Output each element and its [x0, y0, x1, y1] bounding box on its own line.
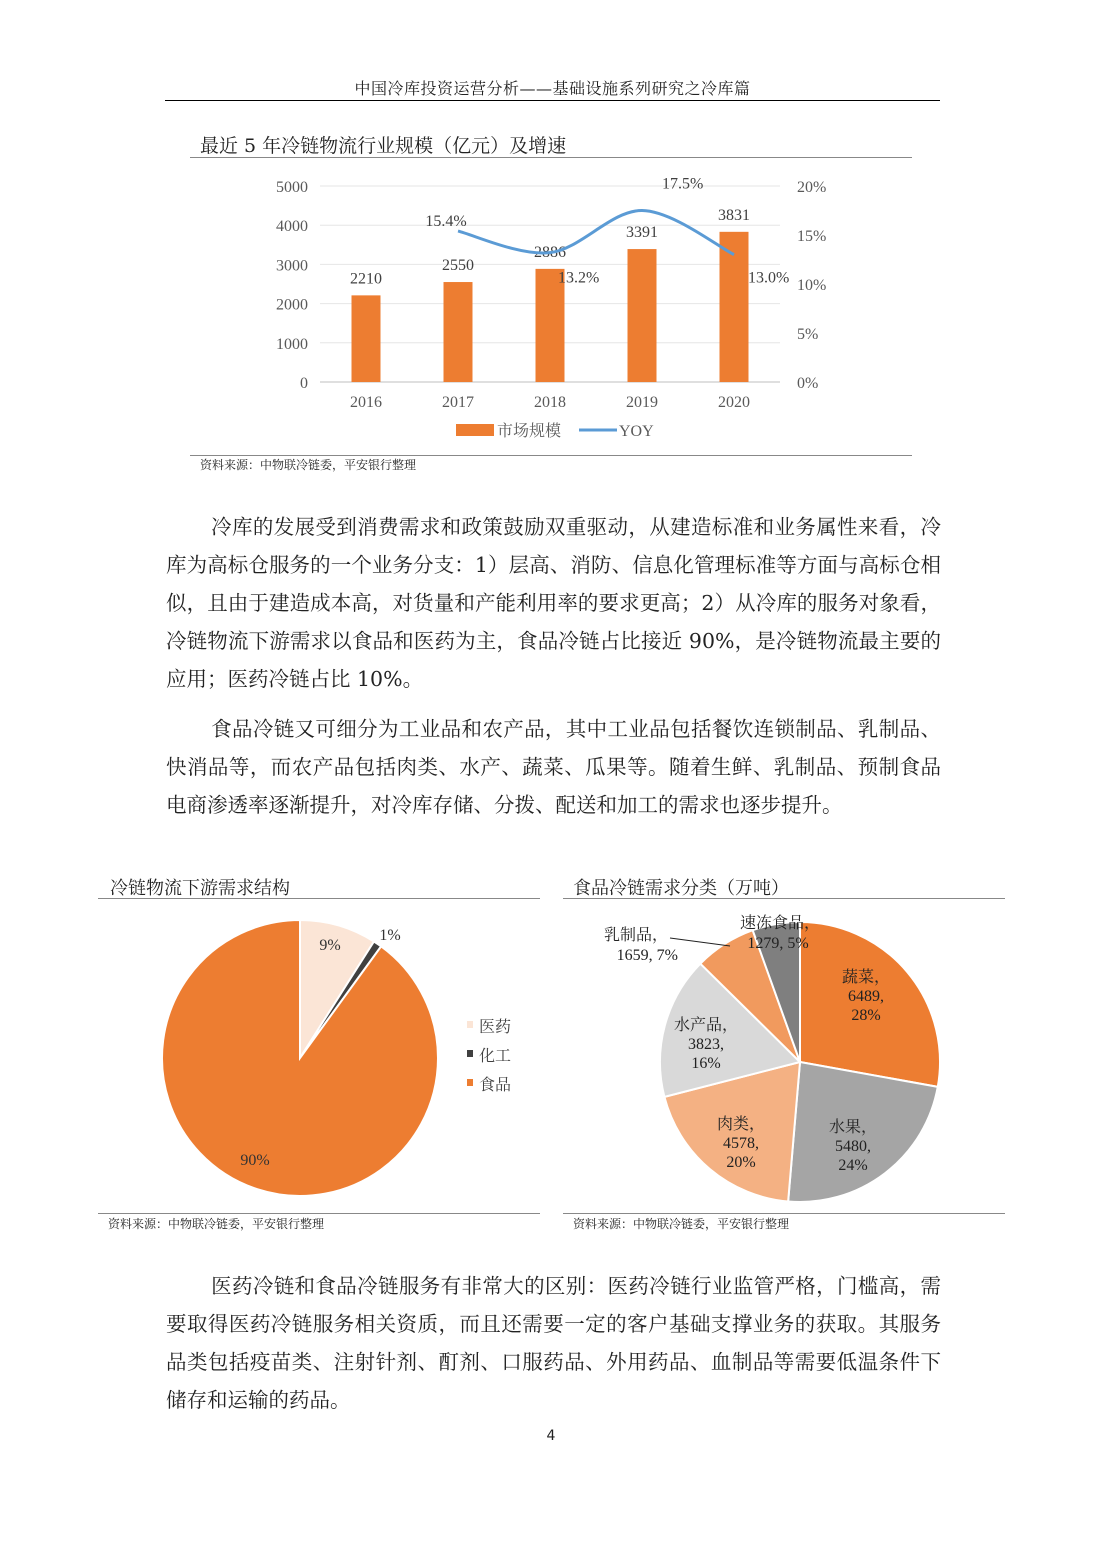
legend-label: 食品: [479, 1077, 512, 1094]
bar-data-label: 2886: [534, 243, 566, 261]
x-tick-label: 2017: [442, 394, 474, 411]
page-header-title: 中国冷库投资运营分析——基础设施系列研究之冷库篇: [354, 79, 751, 98]
x-tick-label: 2019: [626, 394, 658, 411]
pie-data-label: 1659, 7%: [616, 947, 678, 964]
y2-tick-label: 15%: [797, 228, 827, 245]
chart1-source: 资料来源：中物联冷链委，平安银行整理: [200, 458, 417, 472]
chart3-source: 资料来源：中物联冷链委，平安银行整理: [573, 1217, 790, 1231]
yoy-data-label: 15.4%: [425, 213, 467, 231]
y2-tick-label: 10%: [797, 277, 827, 294]
pie-data-label: 28%: [851, 1007, 881, 1024]
x-tick-label: 2018: [534, 394, 566, 411]
body-paragraph-2: 食品冷链又可细分为工业品和农产品，其中工业品包括餐饮连锁制品、乳制品、快消品等，而农产品包括肉类、水产、蔬菜、瓜果等。随着生鲜、乳制品、预制食品电商渗透率逐渐提升，对冷库存储、分拨、配送和加工的需求也逐步提升。: [166, 717, 941, 817]
pie-data-label: 速冻食品，: [739, 915, 821, 932]
bar-data-label: 3391: [626, 224, 658, 242]
pie-data-label: 90%: [240, 1152, 270, 1169]
pie-data-label: 16%: [691, 1055, 721, 1072]
pie-data-label: 20%: [726, 1154, 756, 1171]
y2-tick-label: 0%: [797, 375, 819, 392]
legend-label-line: YOY: [619, 423, 654, 440]
body-paragraph-3: 医药冷链和食品冷链服务有非常大的区别：医药冷链行业监管严格，门槛高，需要取得医药冷链服务相关资质，而且还需要一定的客户基础支撑业务的获取。其服务品类包括疫苗类、注射针剂、酊剂、口服药品、外用药品、血制品等需要低温条件下储存和运输的药品。: [166, 1274, 941, 1412]
pie-data-label: 24%: [838, 1157, 868, 1174]
bar-data-label: 3831: [718, 206, 750, 224]
pie-data-label: 4578,: [723, 1135, 759, 1152]
y-tick-label: 2000: [276, 296, 308, 314]
pie-data-label: 3823,: [688, 1036, 724, 1053]
x-tick-label: 2020: [718, 394, 750, 411]
page-number: 4: [546, 1428, 556, 1444]
bar-data-label: 2210: [350, 270, 382, 288]
pie-data-label: 肉类，: [716, 1116, 766, 1133]
yoy-data-label: 13.2%: [558, 269, 600, 287]
pie-data-label: 水产品，: [673, 1017, 739, 1034]
pie-data-label: 6489,: [848, 988, 884, 1005]
pie-data-label: 乳制品，: [603, 927, 668, 944]
y2-tick-label: 20%: [797, 179, 827, 196]
chart2-source: 资料来源：中物联冷链委，平安银行整理: [108, 1217, 325, 1231]
yoy-data-label: 13.0%: [748, 269, 790, 287]
y-tick-label: 5000: [276, 179, 308, 196]
pie-data-label: 1279, 5%: [747, 935, 809, 952]
pie-data-label: 1%: [379, 927, 401, 944]
body-paragraph-1: 冷库的发展受到消费需求和政策鼓励双重驱动，从建造标准和业务属性来看，冷库为高标仓服务的一个业务分支：1）层高、消防、信息化管理标准等方面与高标仓相似，且由于建造成本高，对货量和产能利用率的要求更高；2）从冷库的服务对象看，冷链物流下游需求以食品和医药为主，食品冷链占比接近 90%，是冷链物流最主要的应用；医药冷链占比 10%。: [166, 515, 941, 691]
legend-label-bar: 市场规模: [497, 423, 562, 440]
legend-label: 医药: [479, 1019, 512, 1036]
legend-label: 化工: [479, 1048, 512, 1065]
y2-tick-label: 5%: [797, 326, 819, 343]
x-tick-label: 2016: [350, 394, 382, 411]
leader-line: [670, 938, 730, 946]
chart2-title: 冷链物流下游需求结构: [110, 878, 290, 899]
y-tick-label: 3000: [276, 257, 308, 275]
y-tick-label: 0: [300, 375, 308, 392]
y-tick-label: 4000: [276, 218, 308, 236]
pie-data-label: 水果，: [828, 1119, 878, 1136]
pie-data-label: 蔬菜，: [841, 969, 891, 986]
pie-data-label: 9%: [319, 937, 341, 954]
pie-data-label: 5480,: [835, 1138, 871, 1155]
chart3-title: 食品冷链需求分类（万吨）: [573, 878, 789, 899]
yoy-data-label: 17.5%: [662, 175, 704, 193]
chart1-title: 最近 5 年冷链物流行业规模（亿元）及增速: [200, 135, 567, 157]
chart3-bottom-rule: [563, 1213, 1005, 1214]
y-tick-label: 1000: [276, 335, 308, 353]
bar-data-label: 2550: [442, 257, 474, 275]
